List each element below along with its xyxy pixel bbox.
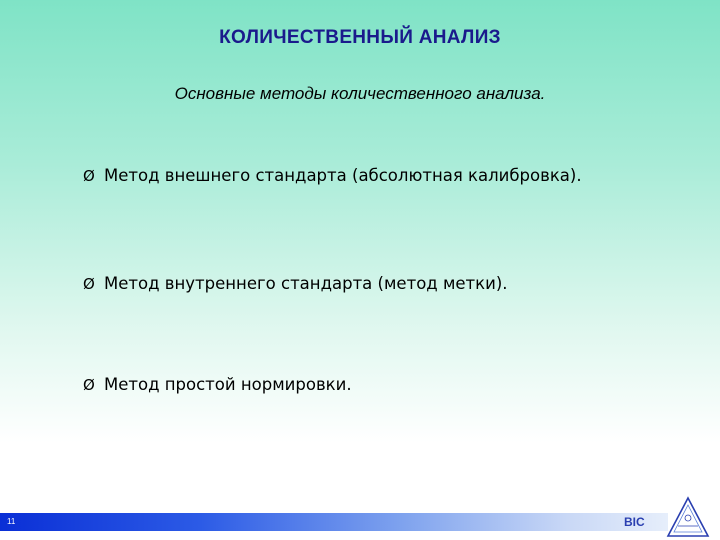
page-number: 11 bbox=[7, 517, 16, 526]
arrow-bullet-icon: Ø bbox=[83, 275, 95, 293]
arrow-bullet-icon: Ø bbox=[83, 376, 95, 394]
bullet-note: (метод метки). bbox=[372, 274, 508, 293]
bullet-term: Метод простой нормировки bbox=[104, 375, 347, 394]
bullet-internal-standard bbox=[83, 274, 508, 293]
arrow-bullet-icon: Ø bbox=[83, 167, 95, 185]
slide-subtitle: Основные методы количественного анализа. bbox=[174, 84, 546, 103]
slide-title: КОЛИЧЕСТВЕННЫЙ АНАЛИЗ bbox=[219, 27, 501, 48]
bullet-term: Метод внутреннего стандарта bbox=[104, 274, 373, 293]
bic-logo-icon bbox=[664, 496, 712, 538]
footer-bar bbox=[0, 513, 668, 531]
bullet-note: (абсолютная калибровка). bbox=[346, 166, 582, 185]
bullet-term: Метод внешнего стандарта bbox=[104, 166, 347, 185]
bullet-external-standard bbox=[83, 166, 582, 185]
footer-brand: BIC bbox=[624, 515, 645, 529]
bullet-note: . bbox=[346, 375, 352, 394]
bullet-simple-normalization bbox=[83, 375, 352, 394]
